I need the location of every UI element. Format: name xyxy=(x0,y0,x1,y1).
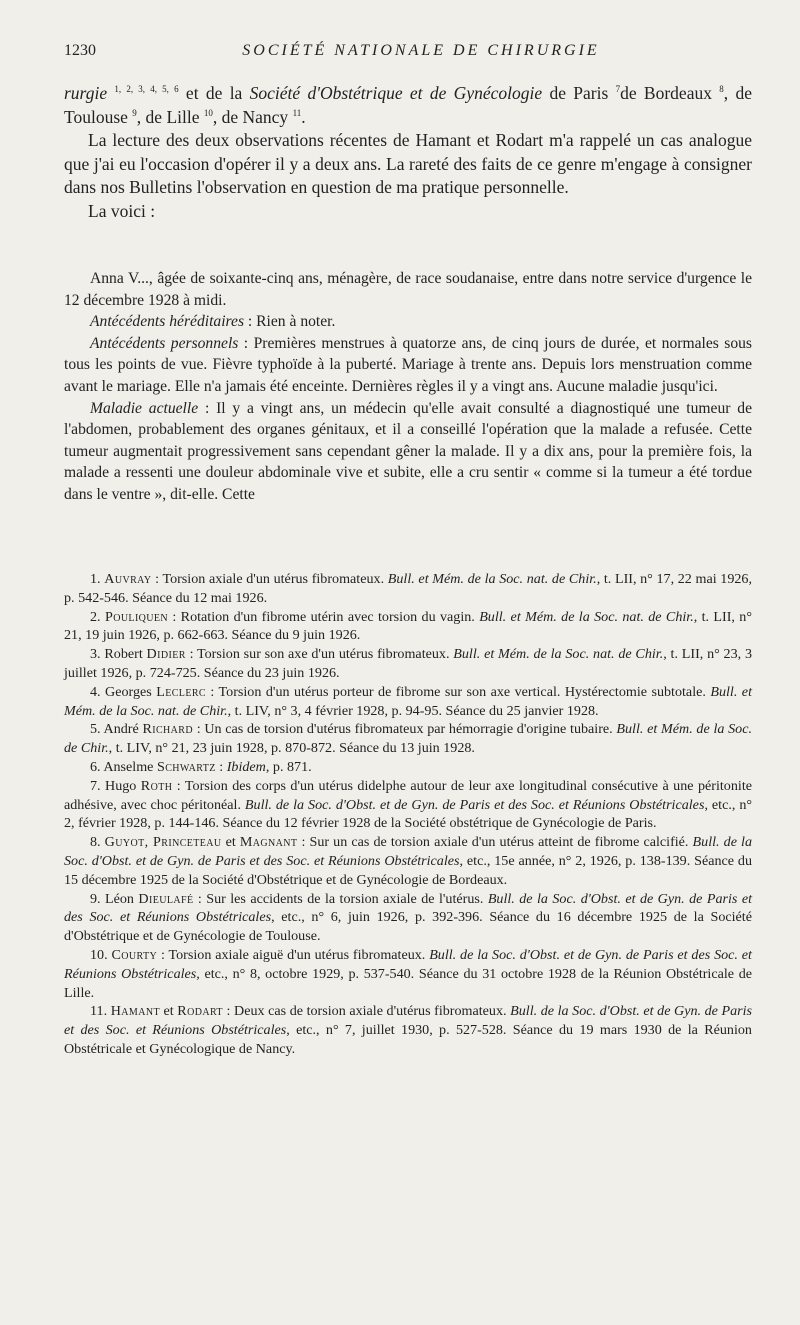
footnote-9 xyxy=(64,890,752,946)
footnote-a: : Sur un cas de torsion axiale d'un utérus atteint de fibrome calcifié. xyxy=(297,834,693,851)
society-name: Société d'Obstétrique et de Gynécologie xyxy=(249,83,543,103)
footnote-author: Guyot, Princeteau xyxy=(104,834,222,851)
footnote-num: 11. xyxy=(90,1003,108,1020)
running-header xyxy=(64,42,748,66)
footnote-author: Dieulafé xyxy=(138,890,194,907)
footnote-num: 10. xyxy=(90,946,108,963)
footnote-a: : xyxy=(215,758,227,775)
footnote-b: , etc., n° 2, février 1928, p. 144-146. Séance du 12 février 1928 de la Société obstétrique de Gynécologie de Paris. xyxy=(64,796,753,832)
footnote-b: , t. LII, n° 17, 22 mai 1926, p. 542-546. Séance du 12 mai 1926. xyxy=(64,571,753,606)
hereditary-label: Antécédents héréditaires xyxy=(90,313,245,331)
footnote-a: : Un cas de torsion d'utérus fibromateux par hémorragie d'origine tubaire. xyxy=(193,721,617,738)
footnote-b: , etc., n° 7, juillet 1930, p. 527-528. Séance du 19 mars 1930 de la Réunion Obstétricale et Gynécologique de Nancy. xyxy=(64,1022,752,1057)
footnote-a: : Torsion des corps d'un utérus didelphe autour de leur axe longitudinal consécutive à une péritonite adhésive, avec choc péritonéal. xyxy=(64,777,752,813)
intro-paragraph-2: La lecture des deux observations récentes de Hamant et Rodart m'a rappelé un cas analogue que j'ai eu l'occasion d'opérer il y a deux ans. La rareté des faits de ce genre m'engage à consigner dans nos Bulletins l'observation en question de ma pratique personnelle. xyxy=(64,130,752,197)
footnote-mid: et xyxy=(159,1003,178,1020)
footnote-author: Auvray xyxy=(104,571,152,587)
footnote-author2: Magnant xyxy=(239,834,298,851)
footnote-i: Ibidem xyxy=(226,758,266,775)
current-illness-label: Maladie actuelle xyxy=(90,399,199,417)
footnote-i: Bull. et Mém. de la Soc. nat. de Chir. xyxy=(479,608,694,625)
footnote-a: : Torsion axiale d'un utérus fibromateux. xyxy=(151,571,388,587)
footnote-ref-8: 8 xyxy=(719,84,724,94)
intro-paragraph-1: rurgie $^{1, 2, 3, 4, 5, 6}$ et de la Société d'Obstétrique et de Gynécologie de Paris $^7$de Bordeaux $^8$, de Toulouse $^9$, de Lille $^{10}$, de Nancy $^{11}$. xyxy=(64,83,752,127)
footnote-5 xyxy=(64,720,752,758)
footnote-b: , etc., n° 6, juin 1926, p. 392-396. Séance du 16 décembre 1925 de la Société d'Obstétrique et de Gynécologie de Toulouse. xyxy=(64,909,752,945)
footnote-i: Bull. de la Soc. d'Obst. et de Gyn. de Paris et des Soc. et Réunions Obstétricales xyxy=(64,834,752,869)
footnote-ref-10: 10 xyxy=(203,107,213,118)
footnote-a: : Torsion axiale aiguë d'un utérus fibromateux. xyxy=(157,946,430,963)
footnote-i: Bull. de la Soc. d'Obst. et de Gyn. de Paris et des Soc. et Réunions Obstétricales xyxy=(64,946,752,982)
case-paragraph-personal: Antécédents personnels : Premières menstrues à quatorze ans, de cinq jours de durée, et normales sous tous les points de vue. Fièvre typhoïde à la puberté. Mariage à trente ans. Depuis lors menstruation comme avant le mariage. Elle n'a jamais été enceinte. Dernières règles il y a vingt ans. Aucune maladie jusqu'ici. xyxy=(64,334,752,395)
footnote-i: Bull. de la Soc. d'Obst. et de Gyn. de Paris et des Soc. et Réunions Obstétricales xyxy=(64,1003,753,1039)
footnote-author: Schwartz xyxy=(156,758,216,775)
footnote-a: : Rotation d'un fibrome utérin avec torsion du vagin. xyxy=(168,608,480,625)
footnote-author-pre: André xyxy=(103,721,143,738)
footnotes xyxy=(64,570,752,1059)
footnote-author2: Rodart xyxy=(177,1003,223,1020)
footnote-author-pre: Anselme xyxy=(103,758,157,775)
footnote-author-pre: Georges xyxy=(105,683,157,700)
running-title: SOCIÉTÉ NATIONALE DE CHIRURGIE xyxy=(242,42,600,59)
footnote-11 xyxy=(64,1002,752,1058)
footnote-author: Pouliquen xyxy=(104,608,169,625)
footnote-i: Bull. de la Soc. d'Obst. et de Gyn. de Paris et des Soc. et Réunions Obstétricales xyxy=(244,796,705,813)
footnote-4 xyxy=(64,683,752,721)
footnote-author: Richard xyxy=(142,721,193,738)
footnote-author: Hamant xyxy=(110,1003,160,1020)
intro-text xyxy=(64,82,752,223)
case-paragraph-hereditary: Antécédents héréditaires : Rien à noter. xyxy=(90,313,336,331)
footnote-author: Didier xyxy=(146,646,186,663)
footnote-i: Bull. de la Soc. d'Obst. et de Gyn. de Paris et des Soc. et Réunions Obstétricales xyxy=(64,890,752,926)
footnote-num: 5. xyxy=(90,721,101,738)
footnote-author: Leclerc xyxy=(156,683,206,700)
footnote-6 xyxy=(64,758,752,777)
footnote-mid: et xyxy=(221,834,240,851)
footnote-8 xyxy=(64,833,752,889)
footnote-refs-1-6: 1, 2, 3, 4, 5, 6 xyxy=(114,84,179,94)
page-number: 1230 xyxy=(64,42,96,59)
footnote-7 xyxy=(64,777,752,833)
footnote-num: 8. xyxy=(90,834,101,851)
footnote-i: Bull. et Mém. de la Soc. de Chir. xyxy=(64,721,752,757)
footnote-b: , etc., n° 8, octobre 1929, p. 537-540. Séance du 31 octobre 1928 de la Réunion Obstétricale de Lille. xyxy=(64,965,752,1001)
footnote-a: : Deux cas de torsion axiale d'utérus fibromateux. xyxy=(222,1003,511,1020)
footnote-num: 6. xyxy=(90,758,101,775)
footnote-b: , etc., 15e année, n° 2, 1926, p. 138-139. Séance du 15 décembre 1925 de la Société d'Obstétrique et de Gynécologie de Bordeaux. xyxy=(64,852,752,888)
footnote-ref-9: 9 xyxy=(132,107,137,118)
footnote-b: , t. LIV, n° 3, 4 février 1928, p. 94-95. Séance du 25 janvier 1928. xyxy=(227,702,599,719)
intro-paragraph-3: La voici : xyxy=(88,200,156,221)
footnote-i: Bull. et Mém. de la Soc. nat. de Chir. xyxy=(387,571,597,587)
footnote-ref-11: 11 xyxy=(292,107,302,118)
footnote-b: , t. LIV, n° 21, 23 juin 1928, p. 870-872. Séance du 13 juin 1928. xyxy=(108,740,475,757)
footnote-num: 9. xyxy=(90,890,101,907)
footnote-author-pre: Hugo xyxy=(105,777,141,794)
footnote-b: , p. 871. xyxy=(265,758,312,775)
case-paragraph-intro: Anna V..., âgée de soixante-cinq ans, ménagère, de race soudanaise, entre dans notre service d'urgence le 12 décembre 1928 à midi. xyxy=(64,270,752,309)
footnote-a: : Torsion sur son axe d'un utérus fibromateux. xyxy=(185,646,454,663)
footnote-author-pre: Léon xyxy=(105,890,139,907)
footnote-1 xyxy=(64,570,752,608)
footnote-num: 3. xyxy=(90,646,101,663)
footnote-author: Courty xyxy=(111,946,158,963)
footnote-a: : Torsion d'un utérus porteur de fibrome sur son axe vertical. Hystérectomie subtotale. xyxy=(205,683,711,700)
footnote-b: , t. LII, n° 21, 19 juin 1926, p. 662-663. Séance du 9 juin 1926. xyxy=(64,608,752,644)
footnote-i: Bull. et Mém. de la Soc. nat. de Chir. xyxy=(64,683,752,719)
personal-label: Antécédents personnels xyxy=(90,334,239,352)
footnote-i: Bull. et Mém. de la Soc. nat. de Chir. xyxy=(453,646,664,663)
footnote-3 xyxy=(64,645,752,683)
case-report xyxy=(64,268,752,506)
footnote-b: , t. LII, n° 23, 3 juillet 1926, p. 724-725. Séance du 23 juin 1926. xyxy=(64,646,752,681)
intro-italic-word: rurgie xyxy=(64,83,108,103)
footnote-author-pre: Robert xyxy=(104,646,147,663)
footnote-ref-7: 7 xyxy=(615,84,621,94)
case-paragraph-current: Maladie actuelle : Il y a vingt ans, un médecin qu'elle avait consulté a diagnostiqué une tumeur de l'abdomen, probablement des organes génitaux, et il a conseillé l'opération que la malade a refusée. Cette tumeur augmentait progressivement sans cependant gêner la malade. Il y a dix ans, pour la première fois, la malade a ressenti une douleur abdominale vive et subite, elle a cru sentir « comme si la tumeur a été tordue dans le ventre », dit-elle. Cette xyxy=(64,399,752,503)
footnote-author: Roth xyxy=(140,777,173,794)
footnote-2 xyxy=(64,608,752,646)
footnote-num: 1. xyxy=(90,571,101,587)
footnote-10 xyxy=(64,946,752,1002)
footnote-num: 7. xyxy=(90,777,101,794)
footnote-num: 2. xyxy=(90,608,101,625)
footnote-num: 4. xyxy=(90,683,101,700)
footnote-a: : Sur les accidents de la torsion axiale de l'utérus. xyxy=(193,890,488,907)
